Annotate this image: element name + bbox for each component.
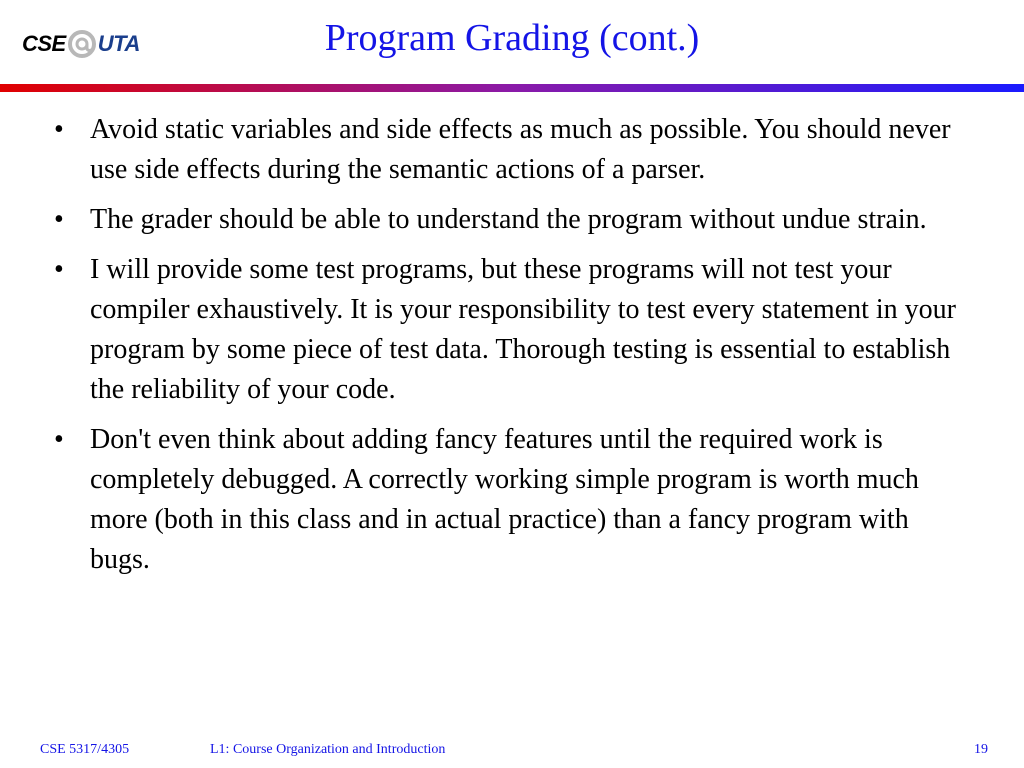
bullet-text: Don't even think about adding fancy features until the required work is completely debugged. A correctly working simple program is worth much more (both in this class and in actual practice) than a fancy program with bugs. <box>90 424 919 575</box>
bullet-text: Avoid static variables and side effects as much as possible. You should never use side effects during the semantic actions of a parser. <box>90 114 951 185</box>
bullet-item <box>52 420 972 580</box>
bullet-item <box>52 110 972 190</box>
bullet-item <box>52 250 972 410</box>
bullet-marker: • <box>54 424 64 455</box>
slide-title: Program Grading (cont.) <box>324 17 700 59</box>
bullet-marker: • <box>54 254 64 285</box>
footer-lecture-title: L1: Course Organization and Introduction <box>210 742 446 757</box>
bullet-marker: • <box>54 204 64 235</box>
bullet-list <box>52 110 972 590</box>
bullet-text: I will provide some test programs, but these programs will not test your compiler exhaustively. It is your responsibility to test every statement in your program by some piece of test data. Thorough testing is essential to establish the reliability of your code. <box>90 254 957 405</box>
footer-page-number: 19 <box>974 742 988 757</box>
bullet-item <box>52 200 972 240</box>
footer-course: CSE 5317/4305 <box>40 742 130 757</box>
logo-text-cse: CSE <box>22 31 66 56</box>
title-divider <box>0 84 1024 92</box>
bullet-marker: • <box>54 114 64 145</box>
bullet-text: The grader should be able to understand the program without undue strain. <box>90 204 927 235</box>
logo-text-uta: UTA <box>97 31 140 56</box>
